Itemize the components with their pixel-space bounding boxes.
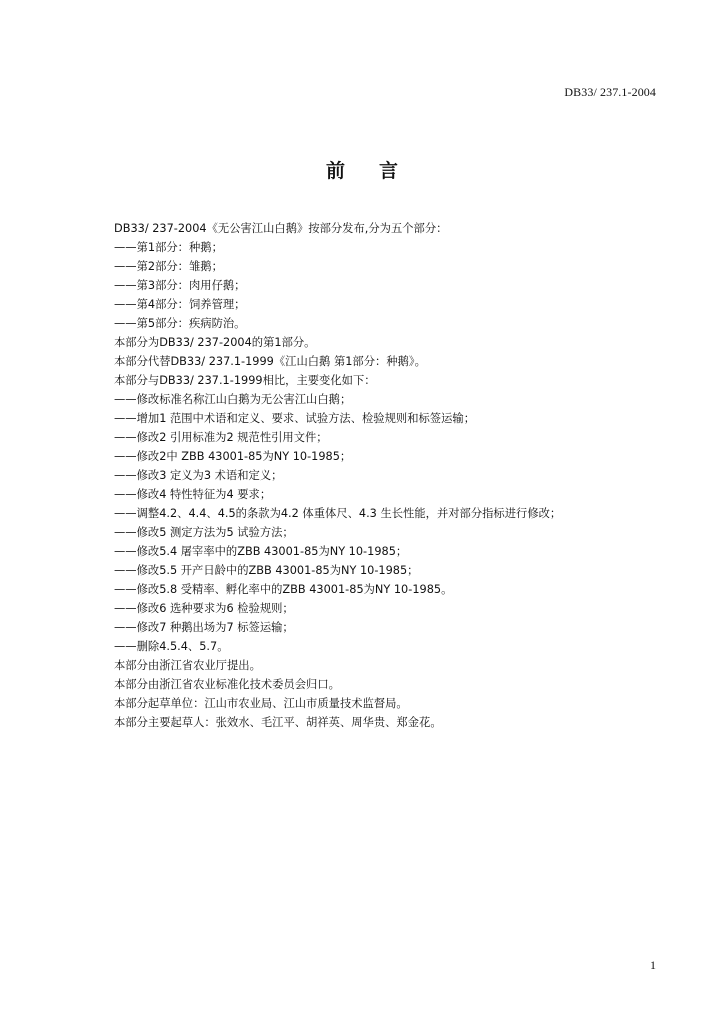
paragraph-line: 本部分与DB33/ 237.1-1999相比，主要变化如下： [114,374,376,387]
paragraph-line: 本部分起草单位：江山市农业局、江山市质量技术监督局。 [114,697,408,710]
paragraph-line: 本部分代替DB33/ 237.1-1999《江山白鹅 第1部分：种鹅》。 [114,355,426,368]
title-char-2: 言 [379,160,399,182]
title-char-1: 前 [325,160,345,182]
paragraph-line: DB33/ 237-2004《无公害江山白鹅》按部分发布,分为五个部分： [114,222,448,235]
paragraph-line: 本部分为DB33/ 237-2004的第1部分。 [114,336,316,349]
paragraph-line: 本部分主要起草人：张效水、毛江平、胡祥英、周华贵、郑金花。 [114,716,442,729]
page-number: 1 [650,958,656,972]
paragraph-line: ——修改4 特性特征为4 要求； [114,488,272,501]
paragraph-line: ——修改3 定义为3 术语和定义； [114,469,283,482]
paragraph-line: ——第3部分：肉用仔鹅； [114,279,246,292]
standard-number-header: DB33/ 237.1-2004 [564,85,656,99]
paragraph-line: 本部分由浙江省农业厅提出。 [114,659,261,672]
paragraph-line: ——增加1 范围中术语和定义、要求、试验方法、检验规则和标签运输； [114,412,475,425]
paragraph-line: 本部分由浙江省农业标准化技术委员会归口。 [114,678,340,691]
paragraph-line: ——修改5.5 开产日龄中的ZBB 43001-85为NY 10-1985； [114,564,419,577]
paragraph-line: ——调整4.2、4.4、4.5的条款为4.2 体重体尺、4.3 生长性能，并对部分指标进行修改； [114,507,562,520]
paragraph-line: ——修改5 测定方法为5 试验方法； [114,526,294,539]
paragraph-line: ——修改标准名称江山白鹅为无公害江山白鹅； [114,393,352,406]
paragraph-line: ——修改5.8 受精率、孵化率中的ZBB 43001-85为NY 10-1985。 [114,583,453,596]
paragraph-line: ——修改6 选种要求为6 检验规则； [114,602,294,615]
paragraph-line: ——修改2中 ZBB 43001-85为NY 10-1985； [114,450,352,463]
paragraph-line: ——修改5.4 屠宰率中的ZBB 43001-85为NY 10-1985； [114,545,408,558]
paragraph-line: ——第1部分：种鹅； [114,241,223,254]
page-title [0,156,724,183]
paragraph-line: ——修改7 种鹅出场为7 标签运输； [114,621,294,634]
paragraph-line: ——修改2 引用标准为2 规范性引用文件； [114,431,328,444]
foreword-body [114,219,674,732]
paragraph-line: ——第4部分：饲养管理； [114,298,246,311]
paragraph-line: ——第2部分：雏鹅； [114,260,223,273]
paragraph-line: ——第5部分：疾病防治。 [114,317,246,330]
paragraph-line: ——删除4.5.4、5.7。 [114,640,229,653]
